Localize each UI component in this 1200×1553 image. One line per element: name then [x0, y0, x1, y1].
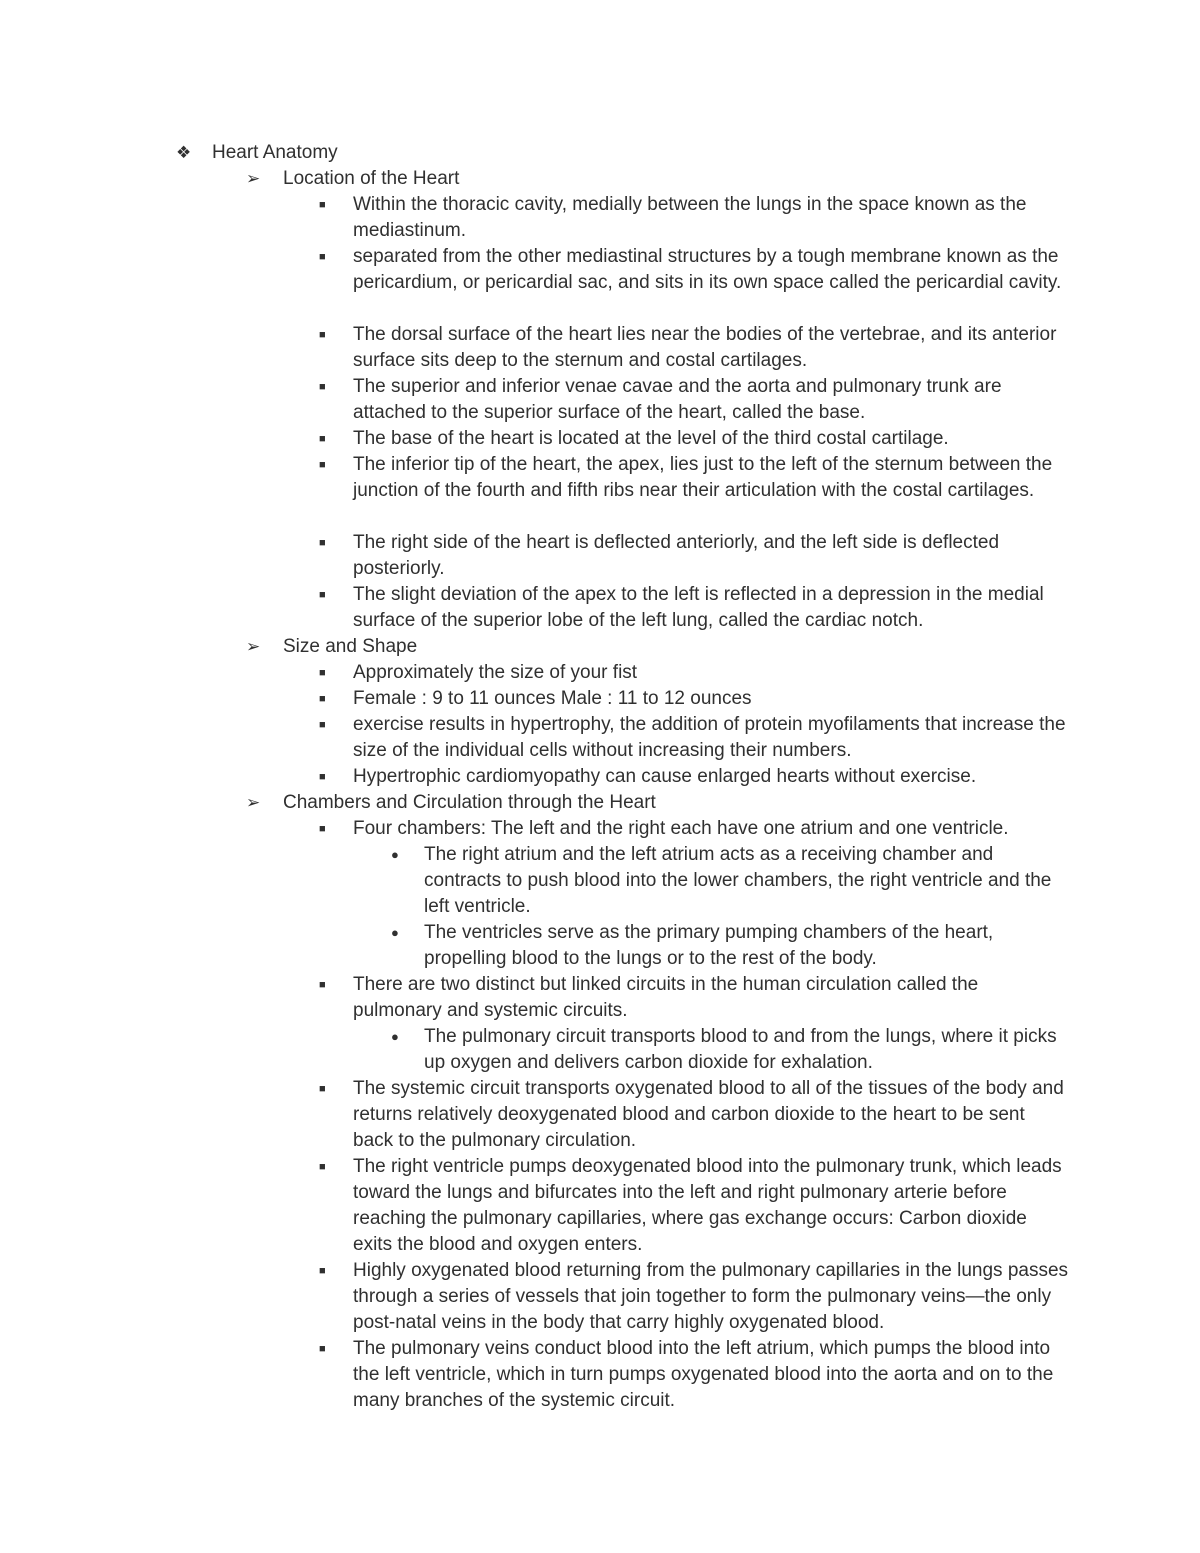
list-item: [319, 530, 1068, 582]
square-bullet-icon: ■: [319, 199, 326, 211]
list-item-text: There are two distinct but linked circuits in the human circulation called the pulmonary and systemic circuits.: [353, 974, 979, 1021]
diamond-bullet-icon: ❖: [176, 143, 192, 162]
list-item: [319, 686, 1068, 712]
section-heading: [246, 790, 1083, 816]
section-heading-text: Location of the Heart: [283, 168, 460, 189]
list-item-text: Approximately the size of your fist: [353, 662, 638, 683]
list-item-text: The base of the heart is located at the level of the third costal cartilage.: [353, 428, 949, 449]
list-item-text: The right side of the heart is deflected anteriorly, and the left side is deflected posteriorly.: [353, 532, 1000, 579]
square-bullet-icon: ■: [319, 537, 326, 549]
list-item: [319, 426, 1068, 452]
square-bullet-icon: ■: [319, 589, 326, 601]
list-item-text: The right ventricle pumps deoxygenated blood into the pulmonary trunk, which leads toward the lungs and bifurcates into the left and right pulmonary arterie before reaching the pulmonary capillaries, where gas exchange occurs: Carbon dioxide exits the blood and oxygen enters.: [353, 1156, 1062, 1255]
square-bullet-icon: ■: [319, 979, 326, 991]
list-item-text: Hypertrophic cardiomyopathy can cause enlarged hearts without exercise.: [353, 766, 977, 787]
square-bullet-icon: ■: [319, 1083, 326, 1095]
list-item-text: Within the thoracic cavity, medially between the lungs in the space known as the mediastinum.: [353, 194, 1027, 241]
sub-list-item: [391, 1024, 1069, 1076]
list-item-text: The slight deviation of the apex to the left is reflected in a depression in the medial surface of the superior lobe of the left lung, called the cardiac notch.: [353, 584, 1044, 631]
square-bullet-icon: ■: [319, 251, 326, 263]
square-bullet-icon: ■: [319, 693, 326, 705]
sub-list-item-text: The pulmonary circuit transports blood to and from the lungs, where it picks up oxygen and delivers carbon dioxide for exhalation.: [424, 1026, 1057, 1073]
arrow-bullet-icon: ➢: [246, 169, 261, 188]
list-item-text: exercise results in hypertrophy, the addition of protein myofilaments that increase the size of the individual cells without increasing their numbers.: [353, 714, 1066, 761]
list-item: [319, 1076, 1068, 1154]
list-item-text: Highly oxygenated blood returning from the pulmonary capillaries in the lungs passes through a series of vessels that join together to form the pulmonary veins—the only post-natal veins in the body that carry highly oxygenated blood.: [353, 1260, 1069, 1333]
arrow-bullet-icon: ➢: [246, 793, 261, 812]
section-heading: [246, 634, 1083, 660]
square-bullet-icon: ■: [319, 719, 326, 731]
square-bullet-icon: ■: [319, 459, 326, 471]
square-bullet-icon: ■: [319, 433, 326, 445]
list-item-text: separated from the other mediastinal structures by a tough membrane known as the pericardium, or pericardial sac, and sits in its own space called the pericardial cavity.: [353, 246, 1062, 293]
sub-list-item-text: The right atrium and the left atrium acts as a receiving chamber and contracts to push blood into the lower chambers, the right ventricle and the left ventricle.: [424, 844, 1052, 917]
section-heading: [246, 166, 1083, 192]
list-item: [319, 1336, 1068, 1414]
arrow-bullet-icon: ➢: [246, 637, 261, 656]
square-bullet-icon: ■: [319, 1343, 326, 1355]
list-item-text: The pulmonary veins conduct blood into the left atrium, which pumps the blood into the left ventricle, which in turn pumps oxygenated blood into the aorta and on to the many branches of the systemic circuit.: [353, 1338, 1054, 1411]
square-bullet-icon: ■: [319, 1161, 326, 1173]
list-item: [319, 322, 1068, 374]
list-item: [319, 374, 1068, 426]
list-item: [319, 1154, 1068, 1258]
list-item: [319, 244, 1068, 296]
list-item: [319, 816, 1068, 842]
outline-title: [176, 140, 1092, 166]
dot-bullet-icon: ●: [391, 847, 399, 862]
list-item-text: Four chambers: The left and the right each have one atrium and one ventricle.: [353, 818, 1009, 839]
list-item-text: The systemic circuit transports oxygenated blood to all of the tissues of the body and returns relatively deoxygenated blood and carbon dioxide to the heart to be sent back to the pulmonary circulation.: [353, 1078, 1064, 1151]
list-item: [319, 660, 1068, 686]
sub-list-item-text: The ventricles serve as the primary pumping chambers of the heart, propelling blood to the lungs or to the rest of the body.: [424, 922, 994, 969]
square-bullet-icon: ■: [319, 771, 326, 783]
dot-bullet-icon: ●: [391, 925, 399, 940]
list-item: [319, 452, 1068, 504]
sub-list-item: [391, 920, 1069, 972]
square-bullet-icon: ■: [319, 667, 326, 679]
dot-bullet-icon: ●: [391, 1029, 399, 1044]
list-item: [319, 192, 1068, 244]
square-bullet-icon: ■: [319, 381, 326, 393]
list-item-text: The superior and inferior venae cavae and the aorta and pulmonary trunk are attached to the superior surface of the heart, called the base.: [353, 376, 1002, 423]
section-heading-text: Size and Shape: [283, 636, 418, 657]
list-item-text: Female : 9 to 11 ounces Male : 11 to 12 ounces: [353, 688, 752, 709]
list-item-text: The dorsal surface of the heart lies near the bodies of the vertebrae, and its anterior surface sits deep to the sternum and costal cartilages.: [353, 324, 1057, 371]
square-bullet-icon: ■: [319, 1265, 326, 1277]
sub-list-item: [391, 842, 1069, 920]
square-bullet-icon: ■: [319, 329, 326, 341]
list-item-text: The inferior tip of the heart, the apex, lies just to the left of the sternum between the junction of the fourth and fifth ribs near their articulation with the costal cartilages.: [353, 454, 1053, 501]
list-item: [319, 582, 1068, 634]
square-bullet-icon: ■: [319, 823, 326, 835]
outline-title-text: Heart Anatomy: [212, 142, 338, 163]
list-item: [319, 712, 1068, 764]
list-item: [319, 1258, 1069, 1336]
section-heading-text: Chambers and Circulation through the Heart: [283, 792, 656, 813]
list-item: [319, 972, 1068, 1024]
list-item: [319, 764, 1068, 790]
